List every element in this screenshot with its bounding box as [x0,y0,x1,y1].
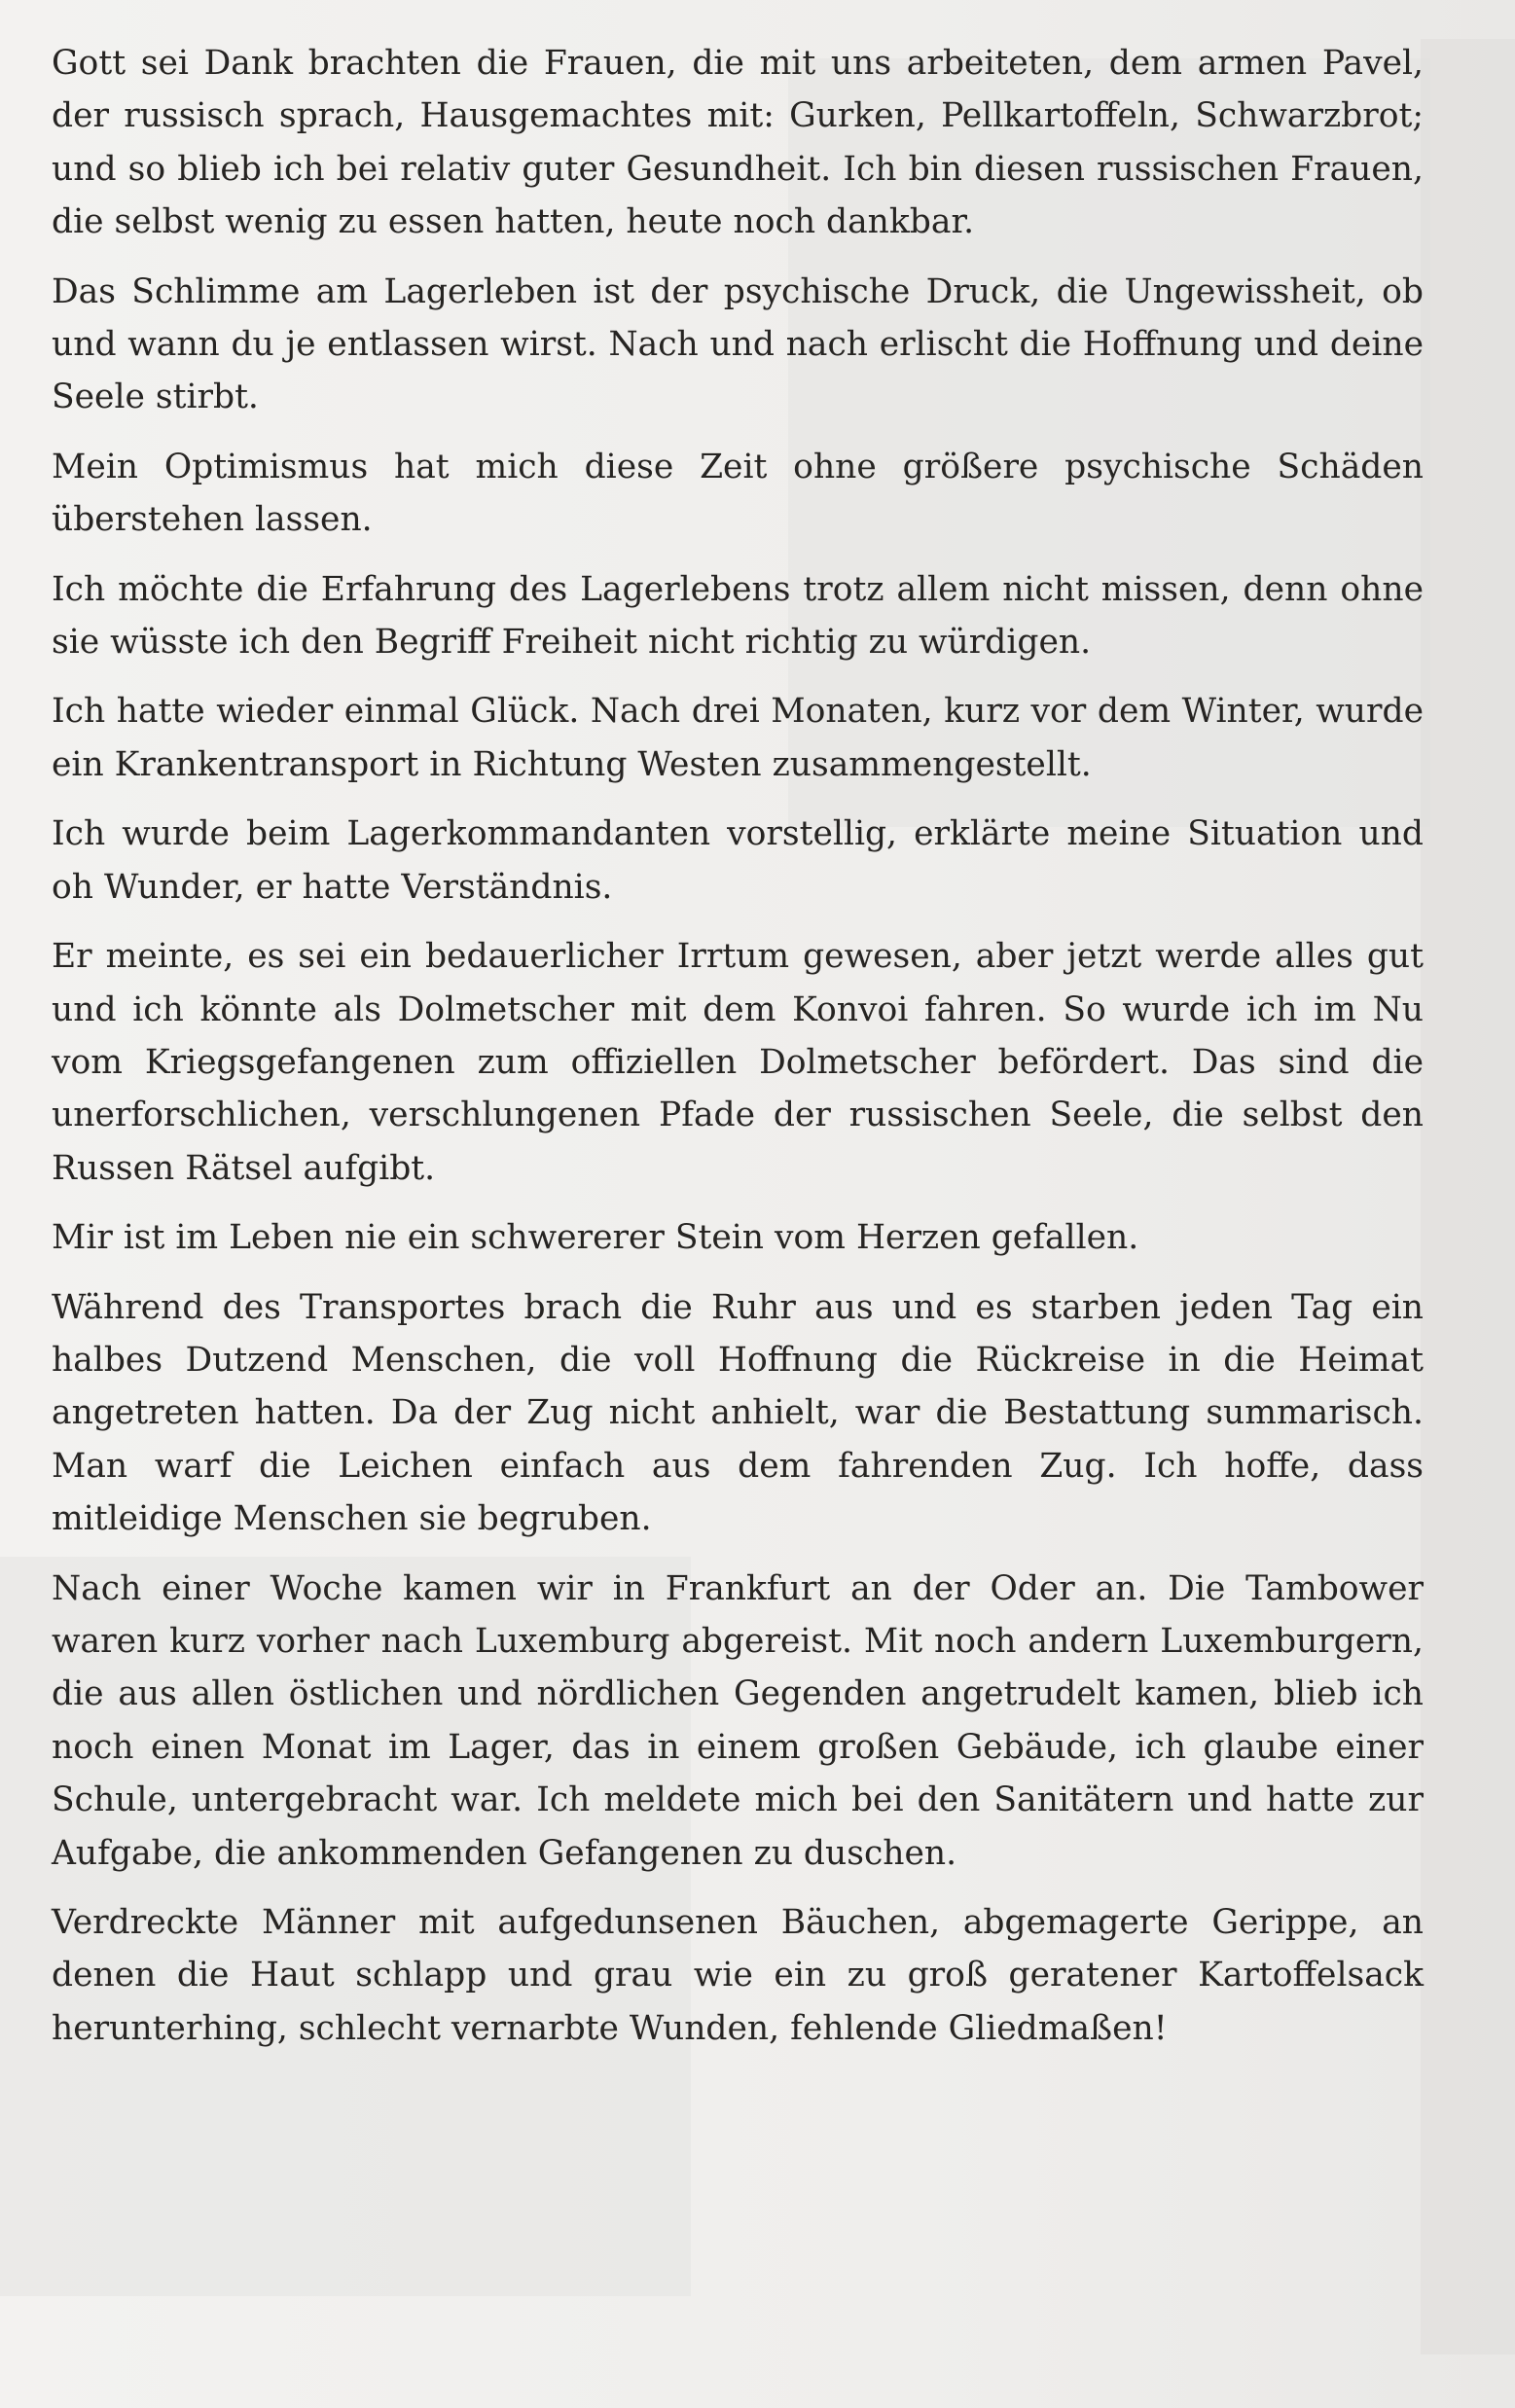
paragraph: Nach einer Woche kamen wir in Frankfurt an der Oder an. Die Tambower waren kurz vorher nach Luxemburg abgereist. Mit noch andern Luxemburgern, die aus allen östlichen und nördlichen Gegenden angetrudelt kamen, blieb ich noch einen Monat im Lager, das in einem großen Gebäude, ich glaube einer Schule, untergebracht war. Ich meldete mich bei den Sanitätern und hatte zur Aufgabe, die ankommenden Gefangenen zu duschen. [52,1568,1424,1873]
paragraph: Er meinte, es sei ein bedauerlicher Irrtum gewesen, aber jetzt werde alles gut und ich könnte als Dolmetscher mit dem Konvoi fahren. So wurde ich im Nu vom Kriegsgefangenen zum offiziellen Dolmetscher befördert. Das sind die unerforschlichen, verschlungenen Pfade der russischen Seele, die selbst den Russen Rätsel aufgibt. [52,937,1424,1188]
paragraph: Gott sei Dank brachten die Frauen, die mit uns arbeiteten, dem armen Pavel, der russisch sprach, Hausgemachtes mit: Gurken, Pellkartoffeln, Schwarzbrot; und so blieb ich bei relativ guter Gesundheit. Ich bin diesen russischen Frauen, die selbst wenig zu essen hatten, heute noch dankbar. [52,44,1424,242]
paragraph: Ich hatte wieder einmal Glück. Nach drei Monaten, kurz vor dem Winter, wurde ein Krankentransport in Richtung Westen zusammengestellt. [52,692,1424,784]
body-text [52,37,1424,2071]
paragraph: Verdreckte Männer mit aufgedunsenen Bäuchen, abgemagerte Gerippe, an denen die Haut schlapp und grau wie ein zu groß geratener Kartoffelsack herunterhing, schlecht vernarbte Wunden, fehlende Gliedmaßen! [52,1903,1424,2048]
paragraph: Mein Optimismus hat mich diese Zeit ohne größere psychische Schäden überstehen lassen. [52,447,1424,540]
paragraph: Während des Transportes brach die Ruhr aus und es starben jeden Tag ein halbes Dutzend Menschen, die voll Hoffnung die Rückreise in die Heimat angetreten hatten. Da der Zug nicht anhielt, war die Bestattung summarisch. Man warf die Leichen einfach aus dem fahrenden Zug. Ich hoffe, dass mitleidige Menschen sie begruben. [52,1287,1424,1539]
paragraph: Ich möchte die Erfahrung des Lagerlebens trotz allem nicht missen, denn ohne sie wüsste ich den Begriff Freiheit nicht richtig zu würdigen. [52,569,1424,663]
page-edge-shadow [1421,39,1515,2354]
paragraph: Ich wurde beim Lagerkommandanten vorstellig, erklärte meine Situation und oh Wunder, er hatte Verständnis. [52,814,1424,907]
paragraph: Mir ist im Leben nie ein schwererer Stein vom Herzen gefallen. [52,1218,1139,1258]
paragraph: Das Schlimme am Lagerleben ist der psychische Druck, die Ungewissheit, ob und wann du je entlassen wirst. Nach und nach erlischt die Hoffnung und deine Seele stirbt. [52,271,1424,417]
